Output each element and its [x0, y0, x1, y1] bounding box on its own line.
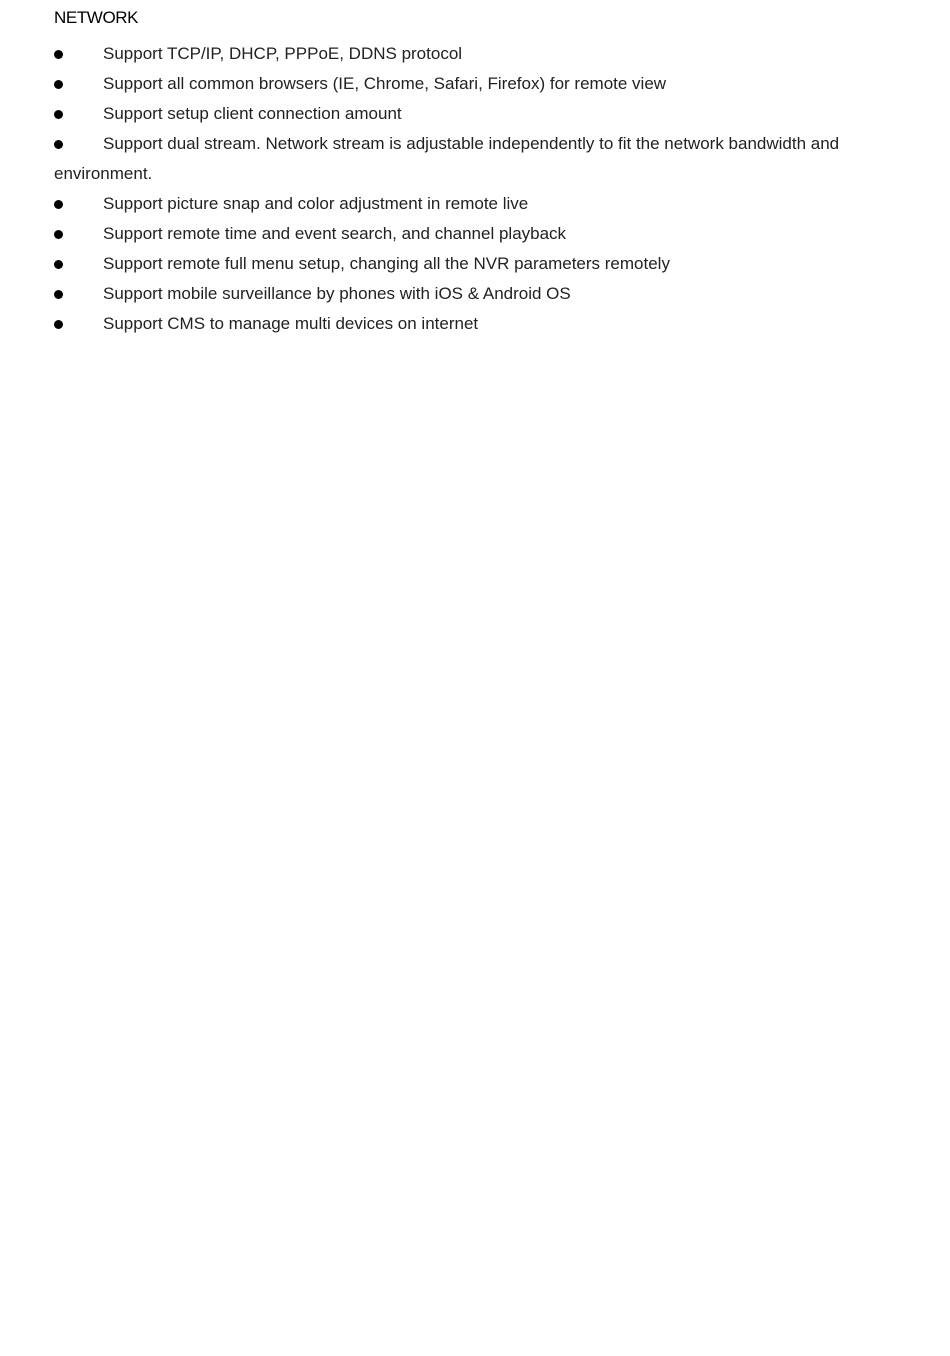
list-item-text: Support TCP/IP, DHCP, PPPoE, DDNS protocol	[103, 44, 463, 63]
bullet-icon	[54, 320, 63, 329]
list-item	[54, 69, 884, 99]
list-item-text: Support remote full menu setup, changing all the NVR parameters remotely	[103, 254, 670, 274]
list-item-text: Support dual stream. Network stream is adjustable independently to fit the network bandwidth and environment.	[54, 134, 840, 183]
list-item-text: Support picture snap and color adjustment in remote live	[103, 193, 529, 213]
feature-list	[54, 39, 884, 339]
bullet-icon	[54, 80, 63, 89]
bullet-icon	[54, 110, 63, 119]
list-item-text: Support all common browsers (IE, Chrome, Safari, Firefox) for remote view	[103, 74, 667, 94]
list-item	[54, 99, 884, 129]
list-item	[54, 129, 884, 188]
list-item	[54, 39, 884, 69]
bullet-icon	[54, 200, 63, 209]
list-item-text: Support remote time and event search, and channel playback	[103, 223, 567, 243]
list-item-text: Support mobile surveillance by phones with iOS & Android OS	[103, 284, 571, 304]
list-item-text: Support setup client connection amount	[103, 104, 402, 124]
bullet-icon	[54, 230, 63, 239]
bullet-icon	[54, 50, 63, 59]
list-item-text: Support CMS to manage multi devices on internet	[103, 314, 479, 334]
list-item	[54, 249, 884, 279]
list-item	[54, 189, 884, 219]
bullet-icon	[54, 140, 63, 149]
list-item	[54, 219, 884, 249]
document-page	[54, 0, 884, 339]
list-item	[54, 279, 884, 309]
section-heading: NETWORK	[54, 8, 139, 27]
bullet-icon	[54, 290, 63, 299]
list-item	[54, 309, 884, 339]
bullet-icon	[54, 260, 63, 269]
